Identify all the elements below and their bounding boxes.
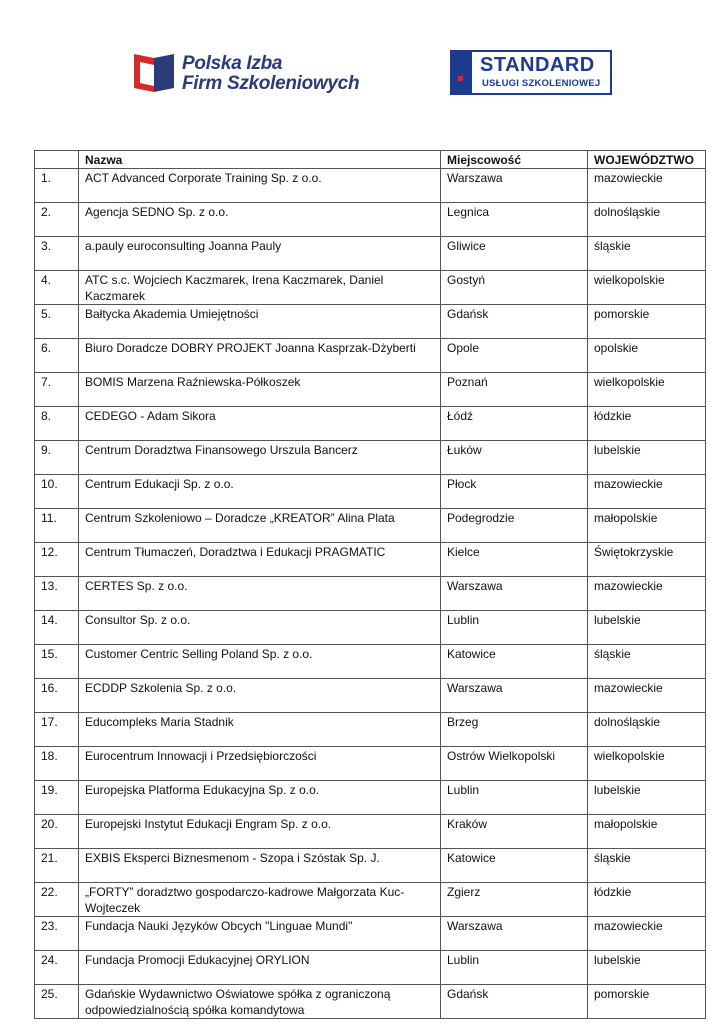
cell-region: lubelskie <box>588 441 706 475</box>
cell-name: ACT Advanced Corporate Training Sp. z o.o. <box>79 169 441 203</box>
cell-region: łódzkie <box>588 407 706 441</box>
cell-name: Fundacja Promocji Edukacyjnej ORYLION <box>79 951 441 985</box>
cell-name: Customer Centric Selling Poland Sp. z o.o. <box>79 645 441 679</box>
cell-city: Kraków <box>441 815 588 849</box>
table-row <box>35 203 706 237</box>
cell-region: mazowieckie <box>588 577 706 611</box>
cell-region: pomorskie <box>588 985 706 1019</box>
table-row <box>35 781 706 815</box>
cell-city: Warszawa <box>441 577 588 611</box>
table-row <box>35 815 706 849</box>
cell-city: Zgierz <box>441 883 588 917</box>
cell-name: Centrum Szkoleniowo – Doradcze „KREATOR” Alina Plata <box>79 509 441 543</box>
cell-number: 7. <box>35 373 79 407</box>
cell-city: Gdańsk <box>441 985 588 1019</box>
standard-logo <box>450 50 612 95</box>
cell-region: śląskie <box>588 645 706 679</box>
cell-city: Opole <box>441 339 588 373</box>
cell-region: pomorskie <box>588 305 706 339</box>
cell-name: CERTES Sp. z o.o. <box>79 577 441 611</box>
cell-region: mazowieckie <box>588 917 706 951</box>
cell-number: 2. <box>35 203 79 237</box>
cell-name: „FORTY” doradztwo gospodarczo-kadrowe Małgorzata Kuc-Wojteczek <box>79 883 441 917</box>
cell-city: Katowice <box>441 645 588 679</box>
cell-name: Centrum Tłumaczeń, Doradztwa i Edukacji PRAGMATIC <box>79 543 441 577</box>
standard-logo-mark-icon <box>458 76 463 81</box>
table-row <box>35 407 706 441</box>
table-row <box>35 951 706 985</box>
cell-region: Świętokrzyskie <box>588 543 706 577</box>
cell-number: 20. <box>35 815 79 849</box>
cell-number: 11. <box>35 509 79 543</box>
cell-number: 17. <box>35 713 79 747</box>
cell-region: małopolskie <box>588 509 706 543</box>
table-row <box>35 373 706 407</box>
cell-name: Gdańskie Wydawnictwo Oświatowe spółka z ograniczoną odpowiedzialnością spółka komandytowa <box>79 985 441 1019</box>
cell-city: Warszawa <box>441 169 588 203</box>
cell-region: dolnośląskie <box>588 713 706 747</box>
cell-city: Łuków <box>441 441 588 475</box>
cell-city: Gostyń <box>441 271 588 305</box>
cell-name: a.pauly euroconsulting Joanna Pauly <box>79 237 441 271</box>
cell-name: Agencja SEDNO Sp. z o.o. <box>79 203 441 237</box>
cell-number: 13. <box>35 577 79 611</box>
cell-city: Płock <box>441 475 588 509</box>
pifs-logo-text <box>182 54 359 94</box>
pifs-logo-line1: Polska Izba <box>182 53 283 74</box>
cell-number: 22. <box>35 883 79 917</box>
cell-number: 12. <box>35 543 79 577</box>
table-row <box>35 679 706 713</box>
cell-city: Ostrów Wielkopolski <box>441 747 588 781</box>
cell-number: 6. <box>35 339 79 373</box>
cell-name: EXBIS Eksperci Biznesmenom - Szopa i Szóstak Sp. J. <box>79 849 441 883</box>
cell-number: 24. <box>35 951 79 985</box>
cell-region: opolskie <box>588 339 706 373</box>
cell-number: 14. <box>35 611 79 645</box>
cell-region: mazowieckie <box>588 169 706 203</box>
cell-city: Poznań <box>441 373 588 407</box>
cell-number: 8. <box>35 407 79 441</box>
table-header-row <box>35 151 706 169</box>
cell-name: Bałtycka Akademia Umiejętności <box>79 305 441 339</box>
cell-name: Europejska Platforma Edukacyjna Sp. z o.o. <box>79 781 441 815</box>
cell-number: 19. <box>35 781 79 815</box>
cell-city: Lublin <box>441 611 588 645</box>
table-row <box>35 985 706 1019</box>
cell-name: Fundacja Nauki Języków Obcych "Linguae Mundi" <box>79 917 441 951</box>
cell-region: dolnośląskie <box>588 203 706 237</box>
table-row <box>35 339 706 373</box>
table-row <box>35 509 706 543</box>
cell-region: lubelskie <box>588 611 706 645</box>
cell-name: Consultor Sp. z o.o. <box>79 611 441 645</box>
cell-city: Warszawa <box>441 917 588 951</box>
cell-number: 10. <box>35 475 79 509</box>
cell-name: Centrum Doradztwa Finansowego Urszula Bancerz <box>79 441 441 475</box>
cell-number: 18. <box>35 747 79 781</box>
companies-table <box>34 150 706 1019</box>
cell-region: małopolskie <box>588 815 706 849</box>
cell-region: lubelskie <box>588 951 706 985</box>
table-row <box>35 883 706 917</box>
cell-number: 3. <box>35 237 79 271</box>
cell-number: 21. <box>35 849 79 883</box>
header-name: Nazwa <box>79 151 441 169</box>
table-row <box>35 475 706 509</box>
table-row <box>35 713 706 747</box>
cell-number: 1. <box>35 169 79 203</box>
cell-name: Europejski Instytut Edukacji Engram Sp. z o.o. <box>79 815 441 849</box>
table-row <box>35 577 706 611</box>
cell-name: Biuro Doradcze DOBRY PROJEKT Joanna Kasprzak-Dżyberti <box>79 339 441 373</box>
standard-logo-stripe <box>452 52 472 93</box>
cell-name: BOMIS Marzena Raźniewska-Półkoszek <box>79 373 441 407</box>
cell-name: ATC s.c. Wojciech Kaczmarek, Irena Kaczmarek, Daniel Kaczmarek <box>79 271 441 305</box>
cell-city: Podegrodzie <box>441 509 588 543</box>
cell-city: Lublin <box>441 951 588 985</box>
standard-logo-title: STANDARD <box>480 54 595 76</box>
cell-region: łódzkie <box>588 883 706 917</box>
cell-city: Warszawa <box>441 679 588 713</box>
cell-region: wielkopolskie <box>588 271 706 305</box>
open-book-icon <box>130 52 178 92</box>
cell-city: Kielce <box>441 543 588 577</box>
cell-number: 15. <box>35 645 79 679</box>
pifs-logo <box>130 50 360 102</box>
cell-region: mazowieckie <box>588 679 706 713</box>
cell-region: śląskie <box>588 237 706 271</box>
cell-number: 16. <box>35 679 79 713</box>
cell-region: lubelskie <box>588 781 706 815</box>
cell-name: Centrum Edukacji Sp. z o.o. <box>79 475 441 509</box>
table-row <box>35 169 706 203</box>
cell-region: śląskie <box>588 849 706 883</box>
cell-number: 9. <box>35 441 79 475</box>
cell-city: Łódź <box>441 407 588 441</box>
cell-number: 5. <box>35 305 79 339</box>
table-row <box>35 917 706 951</box>
cell-city: Brzeg <box>441 713 588 747</box>
table-row <box>35 543 706 577</box>
table-row <box>35 441 706 475</box>
table-row <box>35 305 706 339</box>
header-number <box>35 151 79 169</box>
cell-region: wielkopolskie <box>588 747 706 781</box>
cell-number: 4. <box>35 271 79 305</box>
cell-region: mazowieckie <box>588 475 706 509</box>
table-row <box>35 747 706 781</box>
cell-name: ECDDP Szkolenia Sp. z o.o. <box>79 679 441 713</box>
cell-city: Lublin <box>441 781 588 815</box>
cell-name: Eurocentrum Innowacji i Przedsiębiorczości <box>79 747 441 781</box>
header-city: Miejscowość <box>441 151 588 169</box>
cell-city: Legnica <box>441 203 588 237</box>
cell-name: CEDEGO - Adam Sikora <box>79 407 441 441</box>
table-row <box>35 237 706 271</box>
cell-region: wielkopolskie <box>588 373 706 407</box>
cell-city: Gliwice <box>441 237 588 271</box>
cell-city: Gdańsk <box>441 305 588 339</box>
table-row <box>35 645 706 679</box>
cell-name: Educompleks Maria Stadnik <box>79 713 441 747</box>
cell-number: 25. <box>35 985 79 1019</box>
standard-logo-subtitle: USŁUGI SZKOLENIOWEJ <box>482 78 601 89</box>
header-region: WOJEWÓDZTWO <box>588 151 706 169</box>
table-row <box>35 271 706 305</box>
cell-city: Katowice <box>441 849 588 883</box>
table-row <box>35 611 706 645</box>
cell-number: 23. <box>35 917 79 951</box>
table-row <box>35 849 706 883</box>
pifs-logo-line2: Firm Szkoleniowych <box>182 73 360 94</box>
